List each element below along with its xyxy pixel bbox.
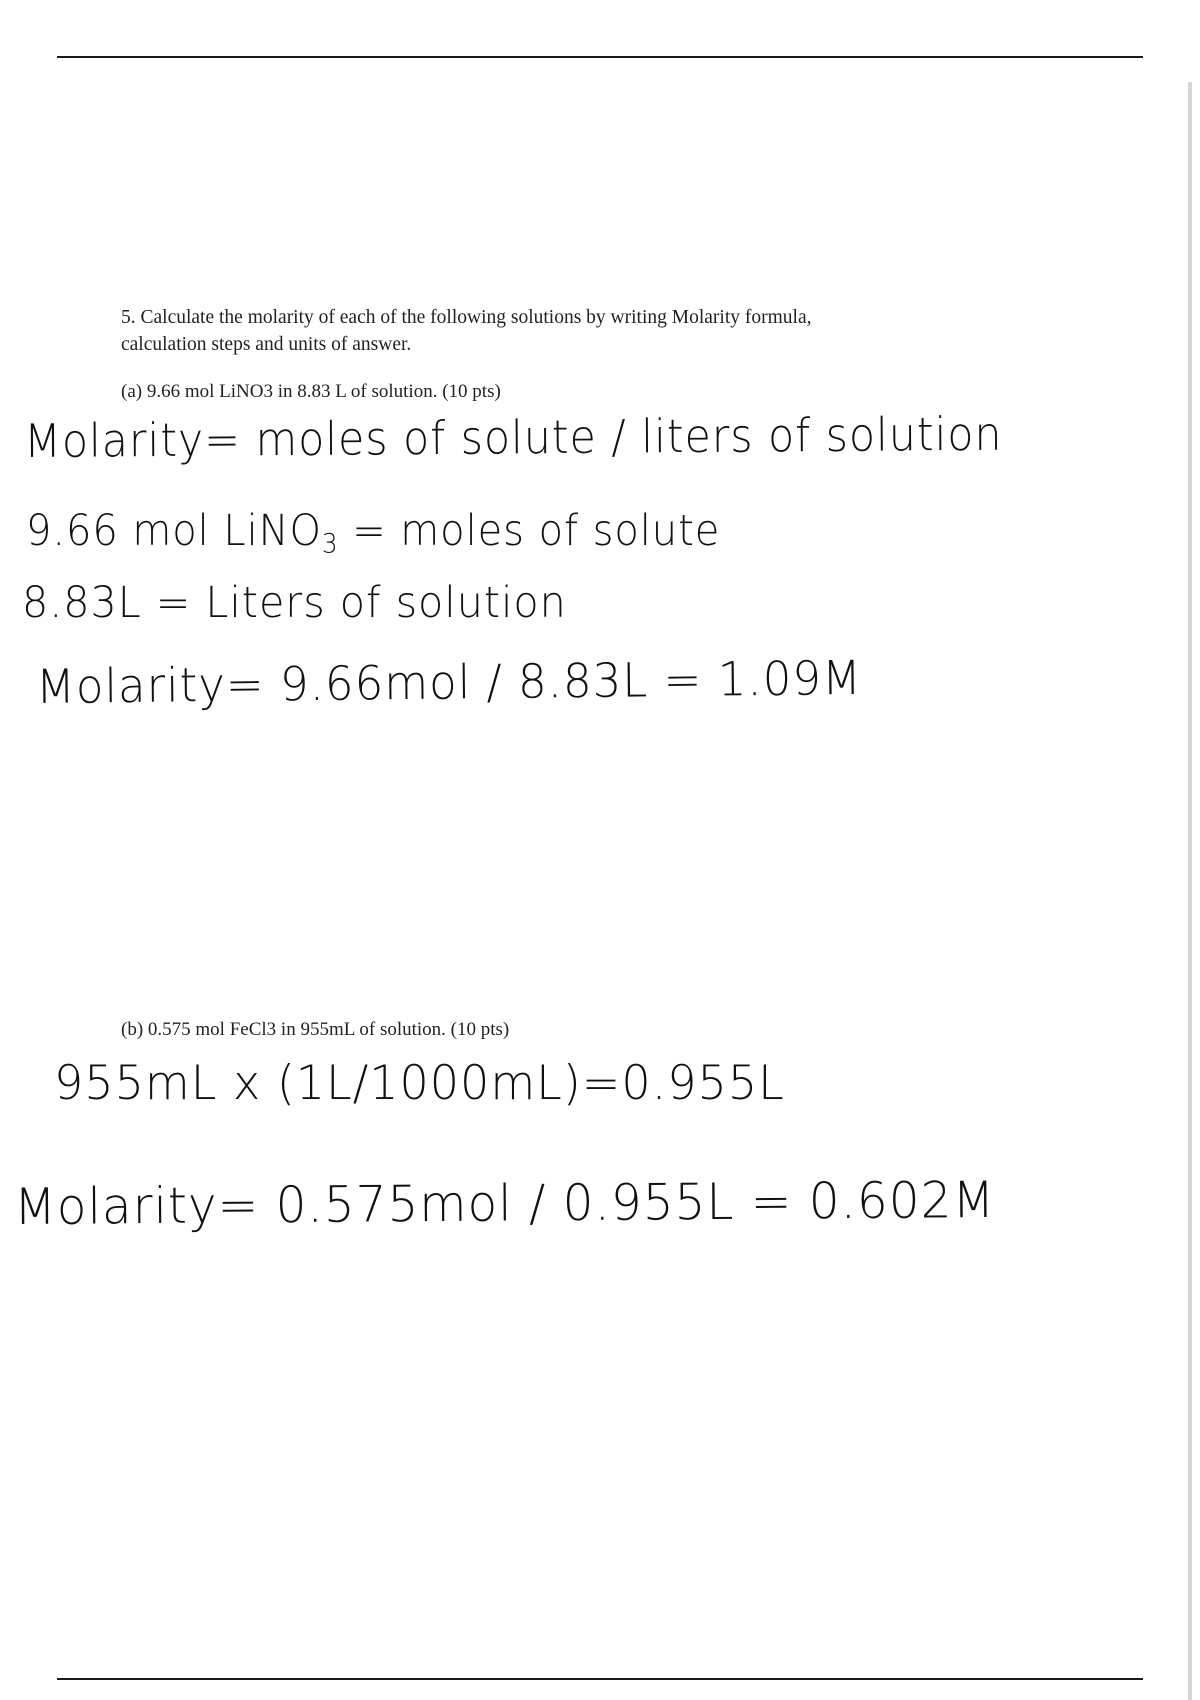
part-a-label: (a) 9.66 mol LiNO3 in 8.83 L of solution. (10 pts) xyxy=(121,381,501,402)
top-divider xyxy=(57,56,1143,58)
handwritten-subscript: 3 xyxy=(321,528,339,560)
handwritten-formula: Molarity= moles of solute / liters of solution xyxy=(23,406,1003,468)
handwritten-moles-of-solute xyxy=(26,506,720,559)
question-prompt xyxy=(121,304,811,358)
page-edge-shadow xyxy=(1188,82,1192,1700)
question-prompt-line-1: 5. Calculate the molarity of each of the following solutions by writing Molarity formula, xyxy=(121,307,812,328)
question-prompt-line-2: calculation steps and units of answer. xyxy=(121,334,412,355)
handwritten-conversion: 955mL x (1L/1000mL)=0.955L xyxy=(54,1056,785,1111)
handwritten-moles-tail: = moles of solute xyxy=(338,506,721,556)
part-b-label: (b) 0.575 mol FeCl3 in 955mL of solution. (10 pts) xyxy=(121,1019,510,1040)
bottom-divider xyxy=(57,1678,1143,1680)
handwritten-answer-b: Molarity= 0.575mol / 0.955L = 0.602M xyxy=(13,1170,996,1236)
handwritten-answer-a: Molarity= 9.66mol / 8.83L = 1.09M xyxy=(35,650,863,715)
handwritten-liters-of-solution: 8.83L = Liters of solution xyxy=(22,578,567,628)
handwritten-moles-main: 9.66 mol LiNO xyxy=(26,506,322,556)
